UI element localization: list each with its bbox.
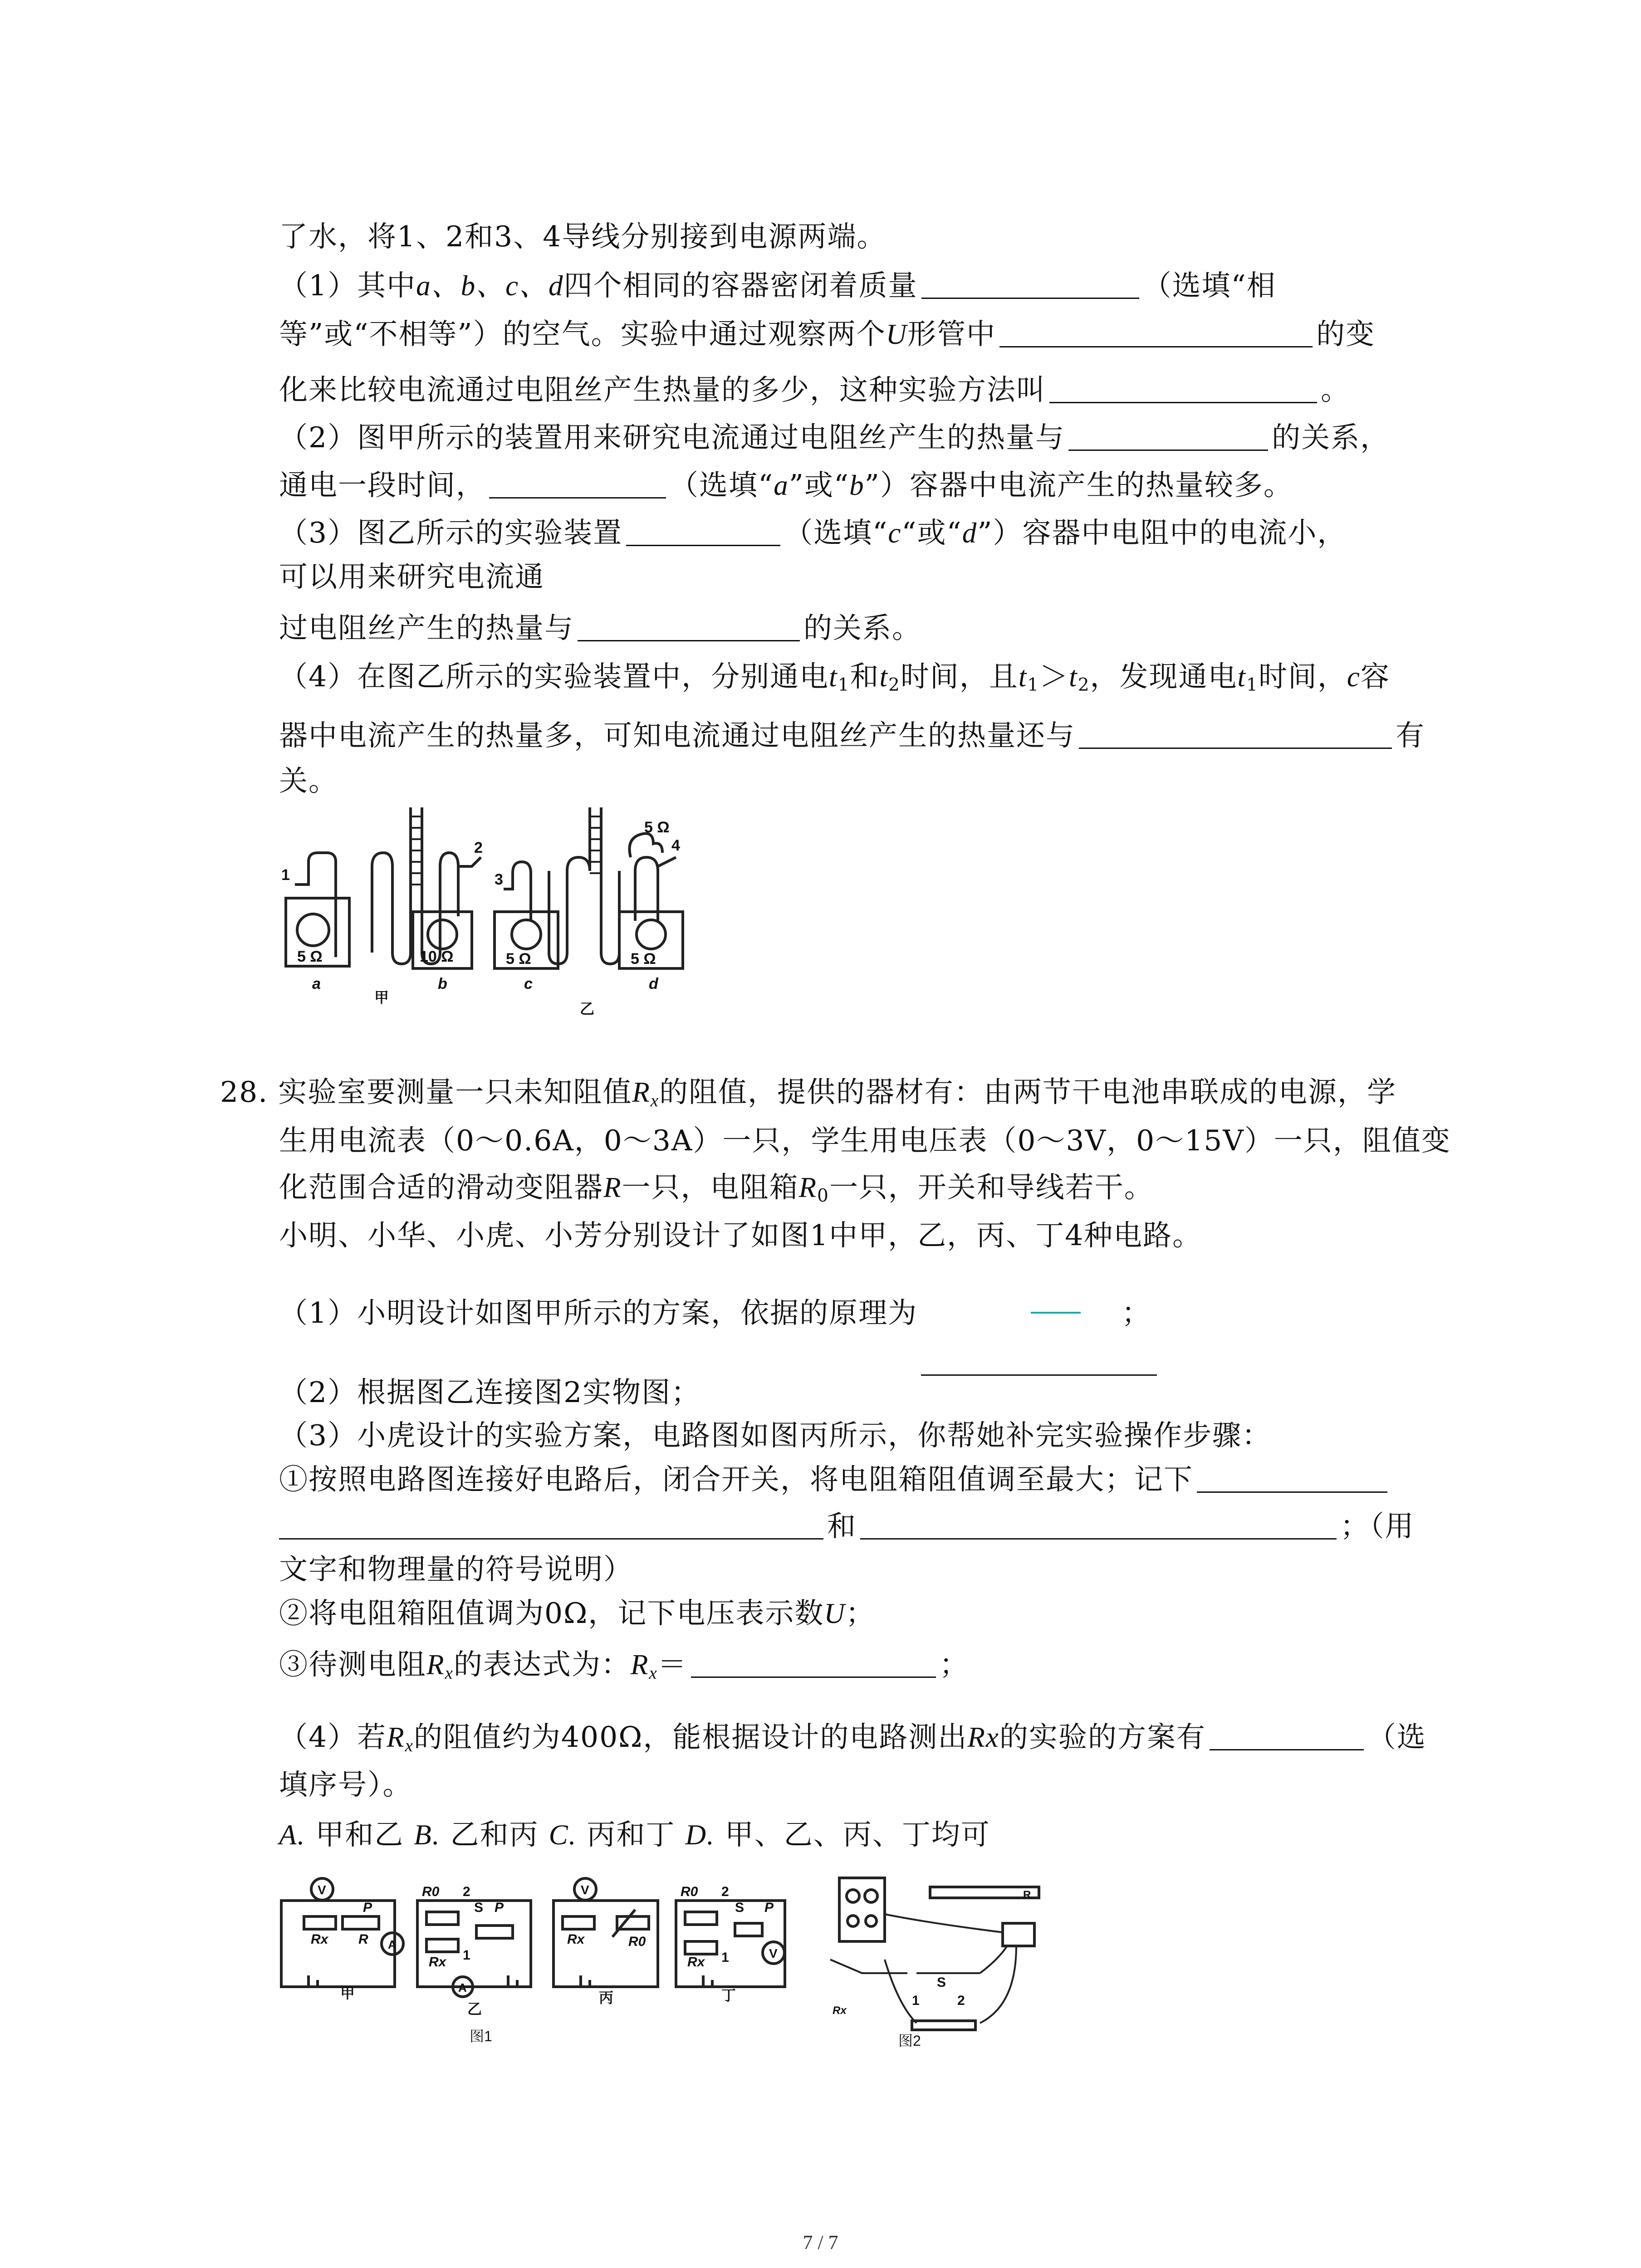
label-rx: Rx [311,1932,328,1947]
answer-blank[interactable] [1197,1464,1387,1493]
circuit-jia [281,1901,395,1987]
label-p: P [363,1900,372,1915]
q27-part4-line3: 关。 [279,764,338,797]
label-1: 1 [912,1993,920,2008]
wire-label: 4 [671,837,680,854]
q28-step2: ②将电阻箱阻值调为0Ω，记下电压表示数U； [279,1597,875,1630]
rheostat [343,1916,379,1929]
q28-part4-line2: 填序号）。 [279,1768,412,1801]
answer-blank[interactable] [626,518,780,546]
q28-line3: 化范围合适的滑动变阻器R一只，电阻箱$R_0$一只，开关和导线若干。 [279,1171,1154,1206]
figure-caption: 图1 [470,2028,492,2044]
q28-options: A. 甲和乙 B. 乙和丙 C. 丙和丁 D. 甲、乙、丙、丁均可 [279,1818,990,1851]
q27-intro: 了水，将1、2和3、4导线分别接到电源两端。 [279,220,887,253]
q27-part2-line1: （2）图甲所示的装置用来研究电流通过电阻丝产生的热量与 的关系， [279,421,1390,454]
label-rx: Rx [567,1932,585,1947]
resistor-label: 5 Ω [506,950,531,968]
label-2: 2 [463,1884,470,1899]
answer-blank[interactable] [1079,720,1392,749]
q27-part4-line2: 器中电流产生的热量多，可知电流通过电阻丝产生的热量还与 有 [279,719,1425,752]
answer-blank[interactable] [1049,375,1317,403]
q27-part4-line1: （4）在图乙所示的实验装置中，分别通电$t_1$和$t_2$时间，且$t_1>t_2$，发现通电$t_1$时间，c容 [279,660,1390,695]
label-rx: Rx [687,1955,705,1970]
q27-part1-line1: （1）其中a、b、c、d四个相同的容器密闭着质量 （选填“相 [279,269,1276,302]
battery-box [1003,1923,1034,1946]
q28-part3: （3）小虎设计的实验方案，电路图如图丙所示，你帮她补完实验操作步骤： [279,1419,1272,1452]
circuit-caption: 乙 [467,2001,482,2017]
wire-label: 2 [474,839,483,856]
circuit-caption: 丁 [721,1987,736,2004]
rheostat-physical [930,1887,1039,1898]
q27-part3-line2: 可以用来研究电流通 [279,560,544,593]
answer-blank[interactable] [489,470,666,499]
meter-label: V [581,1883,589,1897]
resistor-label: 5 Ω [297,948,323,965]
q27-figure [277,807,685,1021]
option-d[interactable]: D. [685,1819,715,1851]
container-label: d [649,975,658,992]
q27-part2-line2: 通电一段时间， （选填“a”或“b”）容器中电流产生的热量较多。 [279,469,1293,502]
container-label: b [438,975,447,992]
q28-line4: 小明、小华、小虎、小芳分别设计了如图1中甲，乙，丙、丁4种电路。 [279,1219,1202,1252]
fraction-bar [1031,1312,1081,1314]
q27-part3-line3: 过电阻丝产生的热量与 的关系。 [279,611,921,645]
ammeter-box [839,1878,885,1941]
circuit-caption: 甲 [340,1985,355,2001]
label-r: R [1023,1889,1031,1901]
label-2: 2 [721,1884,729,1899]
q28-step1-line2: 和 ；（用 [279,1508,1415,1545]
q28-part2: （2）根据图乙连接图2实物图； [279,1376,701,1409]
label-2: 2 [957,1993,965,2008]
label-1: 1 [721,1950,729,1965]
label-s: S [735,1900,745,1915]
q28-line2: 生用电流表（0～0.6A，0～3A）一只，学生用电压表（0～3V，0～15V）一只，阻值变 [279,1124,1451,1157]
container-label: a [312,975,321,992]
q27-part3-line1: （3）图乙所示的实验装置 （选填“c“或“d”）容器中电阻中的电流小， [279,516,1347,549]
answer-blank[interactable] [279,1511,823,1540]
q28-step3: ③待测电阻$R_x$的表达式为：$R_x=$ ； [279,1648,969,1683]
q28-part1: （1）小明设计如图甲所示的方案，依据的原理为 ； [279,1296,1151,1330]
answer-blank[interactable] [1210,1722,1364,1750]
label-s: S [474,1900,484,1915]
label-rx: Rx [833,2004,847,2017]
label-s: S [937,1975,946,1990]
wire-label: 3 [495,871,503,888]
resistor-label: 5 Ω [631,950,656,968]
label-r: R [358,1932,368,1947]
q27-part1-line3: 化来比较电流通过电阻丝产生热量的多少，这种实验方法叫 。 [279,373,1350,406]
q28-line1: 28. 实验室要测量一只未知阻值$R_x$的阻值，提供的器材有：由两节干电池串联成的电源，学 [220,1075,1397,1110]
label-p: P [495,1900,504,1915]
answer-blank[interactable] [921,270,1139,299]
label-r0: R0 [628,1934,646,1949]
q28-figure [272,1869,1053,2050]
answer-blank[interactable] [691,1649,936,1678]
meter-label: A [388,1938,397,1951]
parallel-resistor-loop [630,834,663,858]
q28-step1-line1: ①按照电路图连接好电路后，闭合开关，将电阻箱阻值调至最大；记下 [279,1461,1391,1498]
wire-label: 1 [281,866,290,884]
q28-step1-line3: 文字和物理量的符号说明） [279,1553,633,1586]
answer-blank[interactable] [860,1511,1337,1540]
wire-2 [458,857,481,866]
resistor-physical [912,2021,975,2030]
page-number: 7 / 7 [803,2231,838,2253]
figure-caption-jia: 甲 [374,989,389,1006]
question-number: 28. [220,1075,269,1109]
answer-blank[interactable] [921,1347,1157,1376]
answer-blank[interactable] [999,319,1313,347]
figure-caption-yi: 乙 [580,1001,595,1017]
resistor-label: 5 Ω [644,819,670,836]
label-r0: R0 [681,1884,698,1899]
label-r0: R0 [422,1884,440,1899]
label-rx: Rx [429,1955,446,1970]
answer-blank[interactable] [1068,422,1268,451]
q28-part4-line1: （4）若$R_x$的阻值约为400Ω，能根据设计的电路测出Rx的实验的方案有 （选 [279,1721,1426,1755]
answer-blank[interactable] [578,613,800,641]
meter-label: V [318,1883,326,1897]
label-1: 1 [463,1948,470,1963]
meter-label: V [769,1946,778,1960]
q27-part1-line2: 等”或“不相等”）的空气。实验中通过观察两个U形管中 的变 [279,318,1376,351]
resistor-label: 10 Ω [420,948,454,965]
figure-caption: 图2 [898,2033,921,2049]
option-a[interactable]: A. [279,1819,306,1851]
circuit-caption: 丙 [599,1989,614,2006]
label-p: P [764,1900,774,1915]
option-b[interactable]: B. [414,1819,441,1851]
resistor-rx [304,1916,336,1929]
container-label: c [524,975,533,992]
meter-label: A [458,1981,467,1994]
option-c[interactable]: C. [549,1819,577,1851]
